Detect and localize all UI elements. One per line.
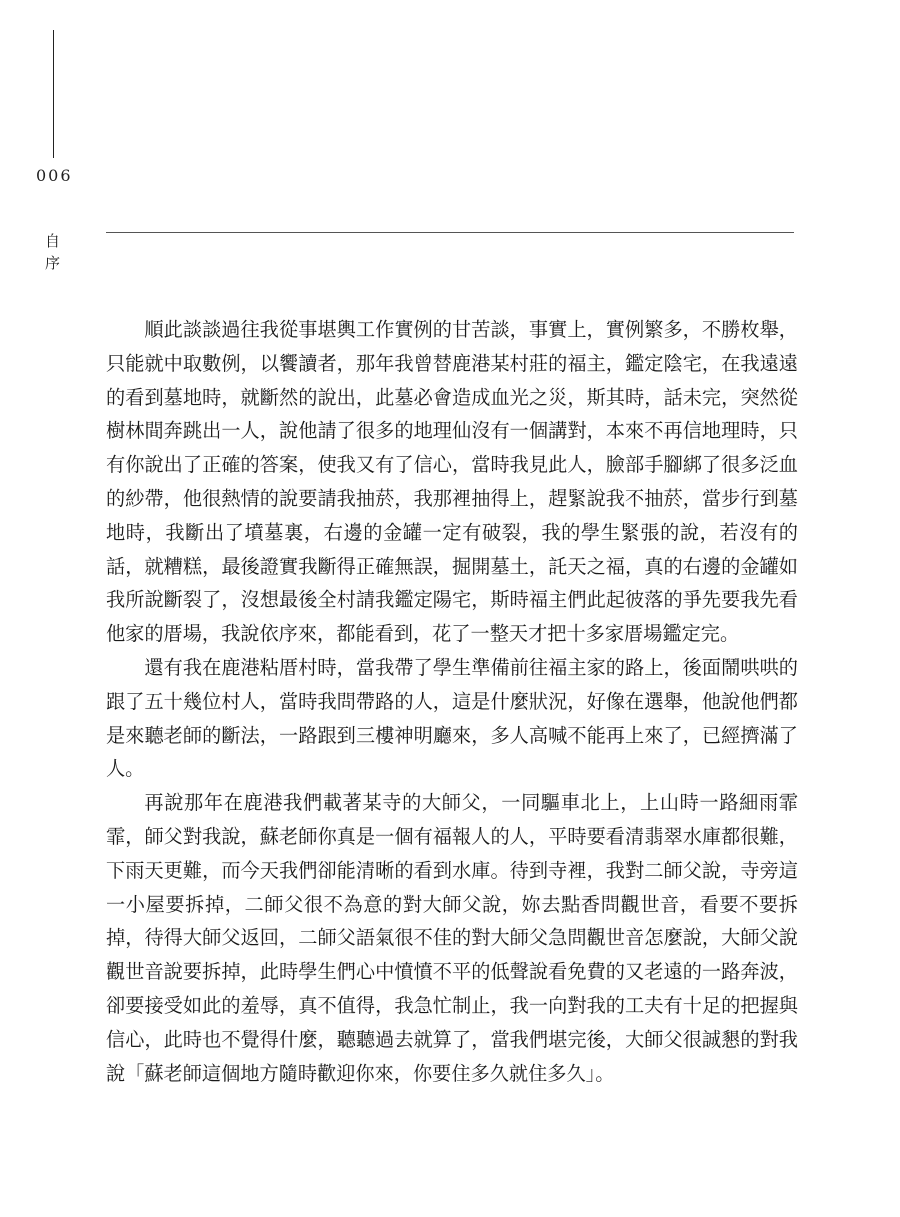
paragraph: 再說那年在鹿港我們載著某寺的大師父，一同驅車北上，上山時一路細雨霏霏，師父對我說，蘇老師你真是一個有福報人的人，平時要看清翡翠水庫都很難，下雨天更難，而今天我們卻能清晰的看到水庫。待到寺裡，我對二師父說，寺旁這一小屋要拆掉，二師父很不為意的對大師父說，妳去點香問觀世音，看要不要拆掉，待得大師父返回，二師父語氣很不佳的對大師父急問觀世音怎麼說，大師父說觀世音說要拆掉，此時學生們心中憤憤不平的低聲說看免費的又老遠的一路奔波，卻要接受如此的羞辱，真不值得，我急忙制止，我一向對我的工夫有十足的把握與信心，此時也不覺得什麼，聽聽過去就算了，當我們堪完後，大師父很誠懇的對我說「蘇老師這個地方隨時歡迎你來，你要住多久就住多久」。 xyxy=(106,791,798,1085)
page-number: 006 xyxy=(36,166,73,185)
paragraph: 順此談談過往我從事堪輿工作實例的甘苦談，事實上，實例繁多，不勝枚舉，只能就中取數例，以饗讀者，那年我曾替鹿港某村莊的福主，鑑定陰宅，在我遠遠的看到墓地時，就斷然的說出，此墓必會造成血光之災，斯其時，話未完，突然從樹林間奔跳出一人，說他請了很多的地理仙沒有一個講對，本來不再信地理時，只有你說出了正確的答案，使我又有了信心，當時我見此人，臉部手腳綁了很多泛血的紗帶，他很熱情的說要請我抽菸，我那裡抽得上，趕緊說我不抽菸，當步行到墓地時，我斷出了墳墓裏，右邊的金罐一定有破裂，我的學生緊張的說，若沒有的話，就糟糕，最後證實我斷得正確無誤，掘開墓土，託天之福，真的右邊的金罐如我所說斷裂了，沒想最後全村請我鑑定陽宅，斯時福主們此起彼落的爭先要我先看他家的厝場，我說依序來，都能看到，花了一整天才把十多家厝場鑑定完。 xyxy=(106,318,798,646)
margin-vertical-rule xyxy=(53,30,54,158)
section-label xyxy=(45,230,65,274)
body-text xyxy=(106,313,798,1090)
section-label-char: 序 xyxy=(45,254,61,272)
section-label-char: 自 xyxy=(45,232,61,250)
paragraph: 還有我在鹿港粘厝村時，當我帶了學生準備前往福主家的路上，後面鬧哄哄的跟了五十幾位村人，當時我問帶路的人，這是什麼狀況，好像在選舉，他說他們都是來聽老師的斷法，一路跟到三樓神明廳來，多人高喊不能再上來了，已經擠滿了人。 xyxy=(106,655,798,781)
header-rule xyxy=(106,232,794,233)
